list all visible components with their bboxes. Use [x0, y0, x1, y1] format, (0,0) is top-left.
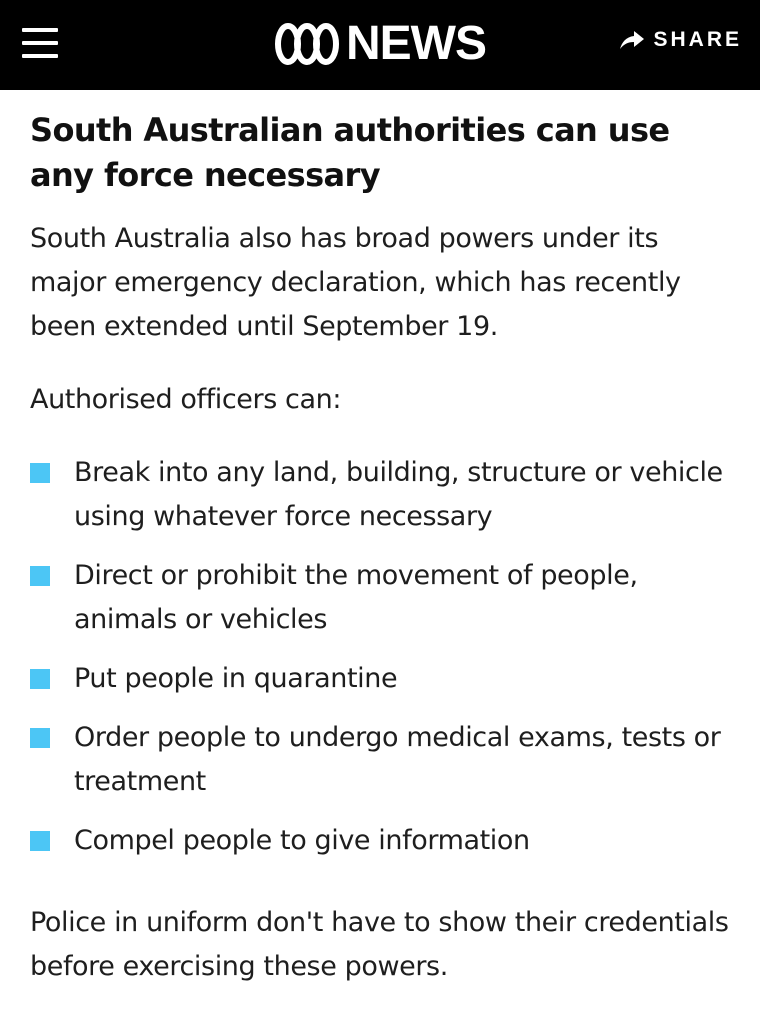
share-label: SHARE — [653, 28, 742, 51]
square-bullet-icon — [30, 669, 50, 689]
share-button[interactable] — [619, 28, 742, 52]
list-item-text: Break into any land, building, structure or vehicle using whatever force necessary — [74, 457, 723, 532]
article-headline: South Australian authorities can use any force necessary — [30, 111, 670, 194]
article-paragraph: Authorised officers can: — [30, 384, 342, 415]
top-navigation-bar — [0, 0, 760, 90]
list-item — [30, 657, 735, 701]
powers-list — [30, 451, 735, 863]
list-item-text: Direct or prohibit the movement of people, animals or vehicles — [74, 560, 638, 635]
square-bullet-icon — [30, 831, 50, 851]
article-paragraph: South Australia also has broad powers under its major emergency declaration, which has recently been extended until September 19. — [30, 223, 681, 342]
list-item — [30, 819, 735, 863]
abc-news-logo[interactable] — [274, 16, 486, 72]
list-item-text: Compel people to give information — [74, 825, 530, 856]
share-arrow-icon — [619, 29, 645, 51]
list-item — [30, 716, 735, 804]
square-bullet-icon — [30, 566, 50, 586]
hamburger-menu-icon[interactable] — [22, 26, 60, 62]
abc-wave-logo-icon — [274, 21, 340, 67]
article-paragraph: Police in uniform don't have to show their credentials before exercising these powers. — [30, 907, 729, 982]
list-item-text: Order people to undergo medical exams, tests or treatment — [74, 722, 721, 797]
list-item-text: Put people in quarantine — [74, 663, 398, 694]
brand-text: NEWS — [346, 17, 486, 70]
article-body — [30, 108, 735, 989]
square-bullet-icon — [30, 463, 50, 483]
square-bullet-icon — [30, 728, 50, 748]
list-item — [30, 554, 735, 642]
list-item — [30, 451, 735, 539]
